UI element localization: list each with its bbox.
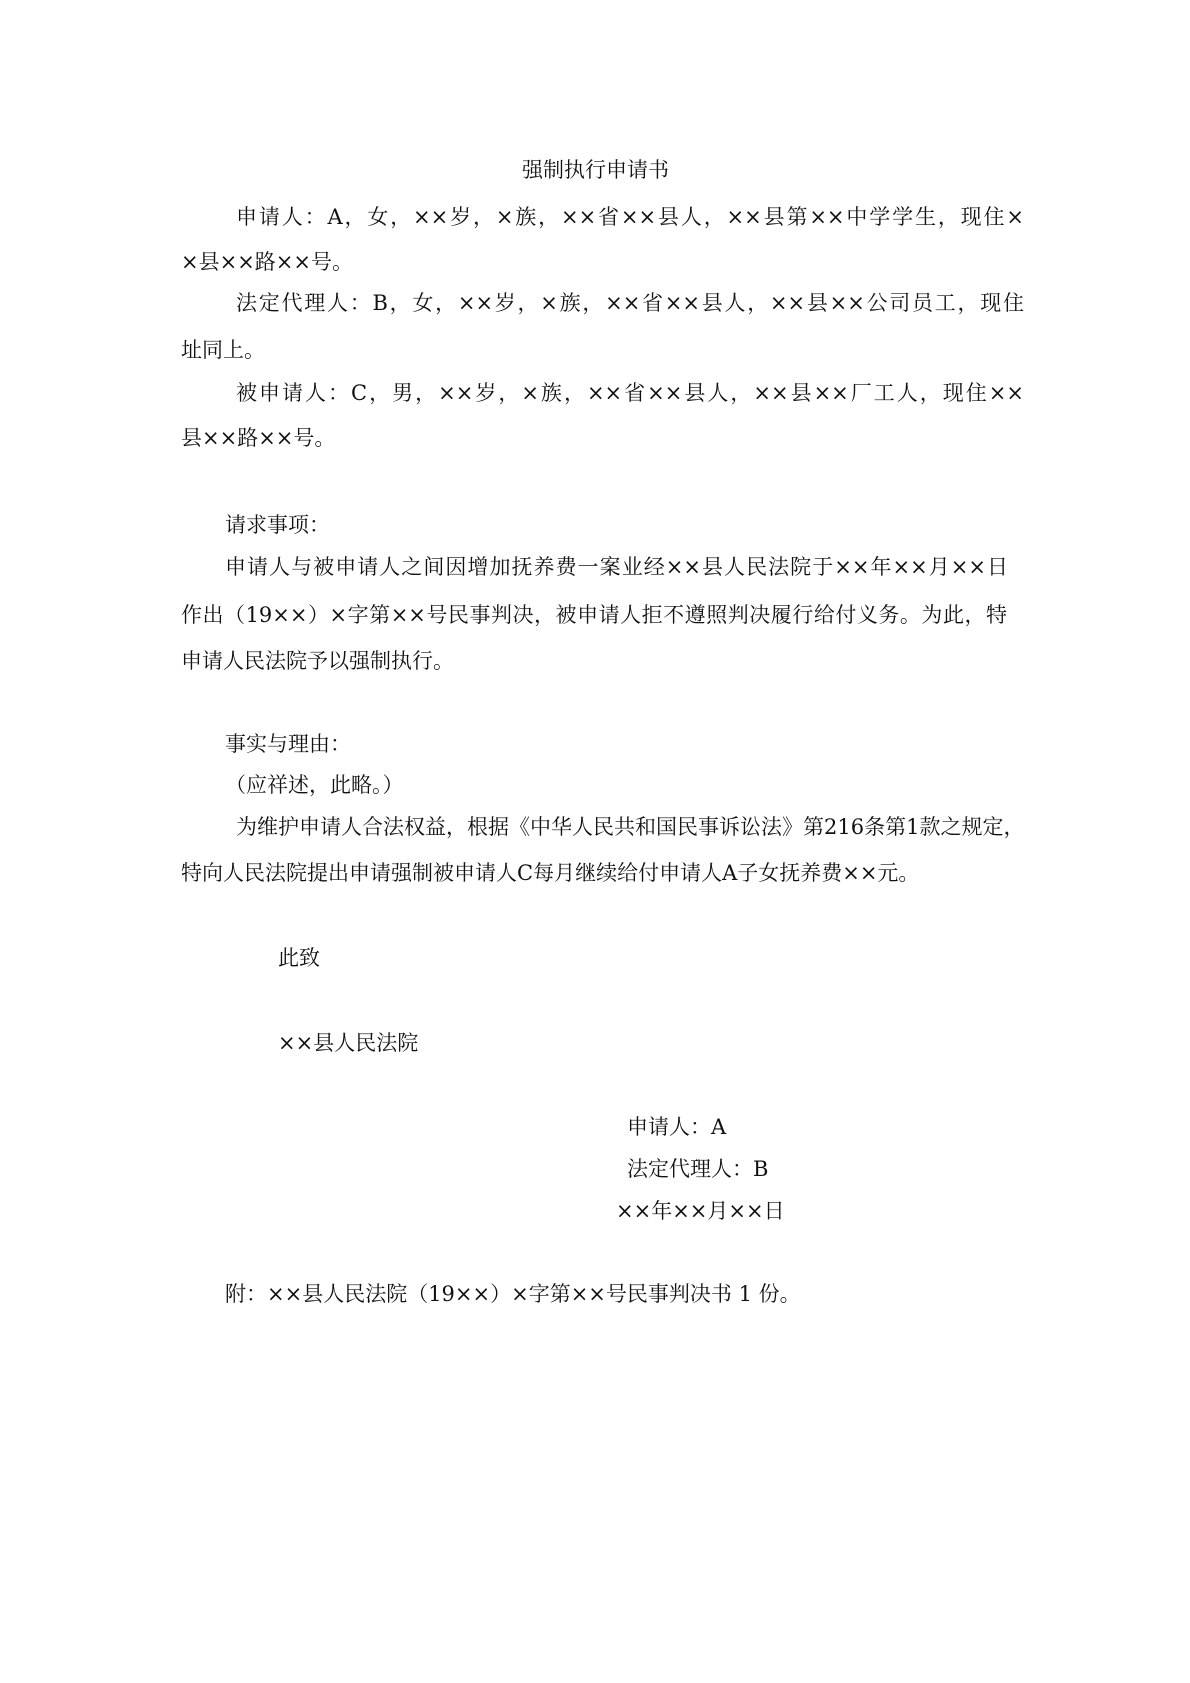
facts-line-2: 特向人民法院提出申请强制被申请人C每月继续给付申请人A子女抚养费××元。 — [181, 861, 920, 885]
signature-legal-rep: 法定代理人：B — [627, 1157, 769, 1181]
respondent-line-1: 被申请人：C，男，××岁，×族，××省××县人，××县××厂工人，现住×× — [236, 381, 1024, 405]
request-line-3: 申请人民法院予以强制执行。 — [181, 649, 454, 673]
respondent-line-2: 县××路××号。 — [181, 426, 336, 450]
request-line-2: 作出（19××）×字第××号民事判决，被申请人拒不遵照判决履行给付义务。为此，特 — [181, 603, 1007, 627]
facts-omitted: （应祥述，此略。） — [225, 773, 404, 797]
request-heading: 请求事项： — [225, 513, 330, 537]
request-line-1: 申请人与被申请人之间因增加抚养费一案业经××县人民法院于××年××月××日 — [225, 555, 1008, 579]
applicant-line-2: ×县××路××号。 — [181, 250, 353, 274]
applicant-line-1: 申请人：A，女，××岁，×族，××省××县人，××县第××中学学生，现住× — [236, 205, 1024, 229]
legal-rep-line-2: 址同上。 — [181, 338, 265, 362]
addressee-court: ××县人民法院 — [278, 1031, 419, 1055]
signature-applicant: 申请人：A — [627, 1115, 727, 1139]
signature-date: ××年××月××日 — [616, 1199, 785, 1223]
legal-rep-line-1: 法定代理人：B，女，××岁，×族，××省××县人，××县××公司员工，现住 — [236, 291, 1024, 315]
facts-line-1: 为维护申请人合法权益，根据《中华人民共和国民事诉讼法》第216条第1款之规定， — [236, 815, 1025, 839]
facts-heading: 事实与理由： — [225, 732, 351, 756]
attachment-note: 附：××县人民法院（19××）×字第××号民事判决书 1 份。 — [225, 1282, 801, 1306]
document-title: 强制执行申请书 — [522, 158, 669, 182]
salutation: 此致 — [278, 946, 320, 970]
